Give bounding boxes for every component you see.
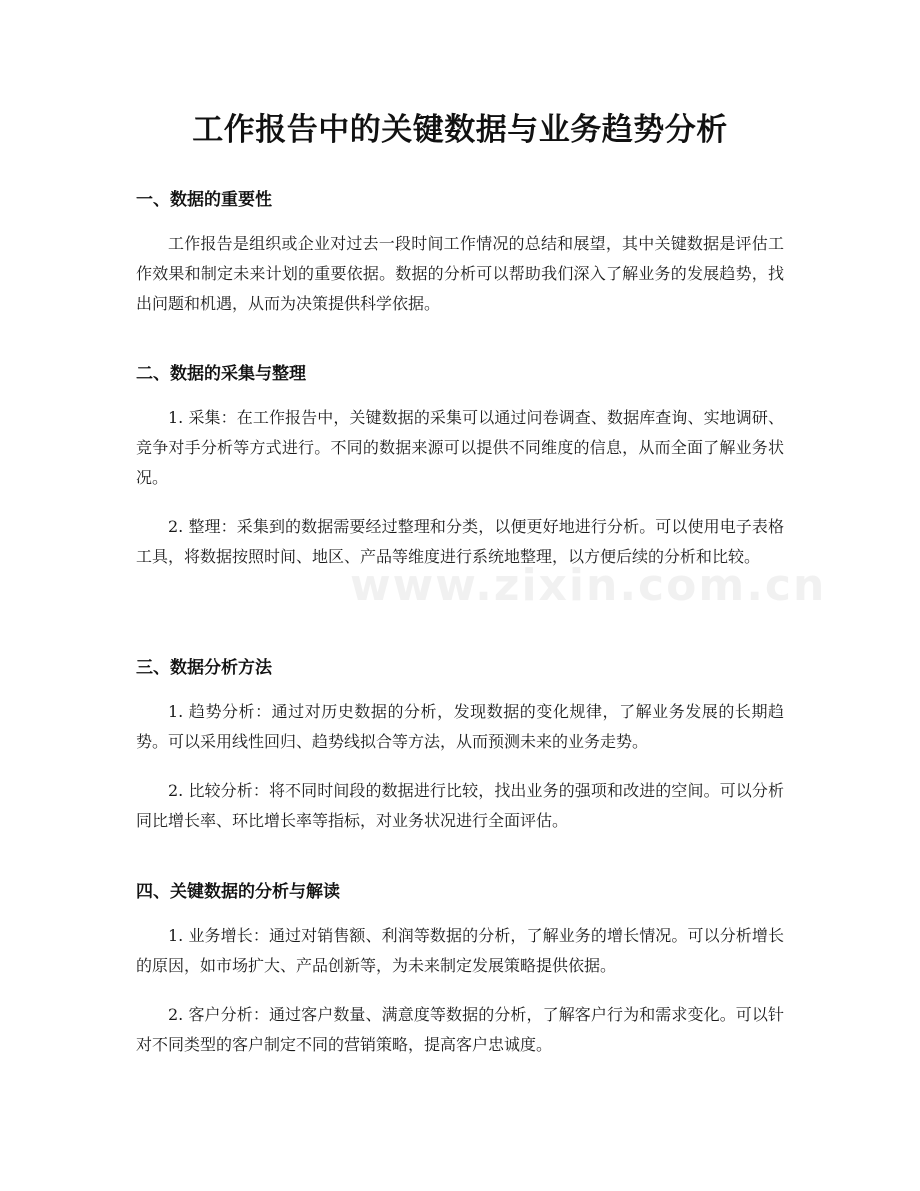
paragraph: 1. 业务增长：通过对销售额、利润等数据的分析，了解业务的增长情况。可以分析增长的原因，如市场扩大、产品创新等，为未来制定发展策略提供依据。	[136, 926, 784, 975]
paragraph: 2. 客户分析：通过客户数量、满意度等数据的分析，了解客户行为和需求变化。可以针对不同类型的客户制定不同的营销策略，提高客户忠诚度。	[136, 1005, 784, 1054]
page-title: 工作报告中的关键数据与业务趋势分析	[192, 112, 728, 148]
paragraph: 1. 趋势分析：通过对历史数据的分析，发现数据的变化规律，了解业务发展的长期趋势。可以采用线性回归、趋势线拟合等方法，从而预测未来的业务走势。	[136, 702, 784, 751]
section-heading: 四、关键数据的分析与解读	[136, 882, 340, 902]
section-heading: 一、数据的重要性	[136, 190, 272, 210]
paragraph: 2. 比较分析：将不同时间段的数据进行比较，找出业务的强项和改进的空间。可以分析同比增长率、环比增长率等指标，对业务状况进行全面评估。	[136, 781, 784, 830]
section-importance	[136, 188, 784, 319]
paragraph: 2. 整理：采集到的数据需要经过整理和分类，以便更好地进行分析。可以使用电子表格工具，将数据按照时间、地区、产品等维度进行系统地整理，以方便后续的分析和比较。	[136, 517, 784, 566]
section-interpretation	[136, 880, 784, 1060]
watermark: www.zixin.com.cn	[350, 560, 827, 611]
paragraph: 1. 采集：在工作报告中，关键数据的采集可以通过问卷调查、数据库查询、实地调研、竞争对手分析等方式进行。不同的数据来源可以提供不同维度的信息，从而全面了解业务状况。	[136, 408, 784, 487]
section-methods	[136, 656, 784, 836]
section-heading: 二、数据的采集与整理	[136, 364, 306, 384]
paragraph: 工作报告是组织或企业对过去一段时间工作情况的总结和展望，其中关键数据是评估工作效果和制定未来计划的重要依据。数据的分析可以帮助我们深入了解业务的发展趋势，找出问题和机遇，从而为决策提供科学依据。	[136, 234, 784, 313]
section-heading: 三、数据分析方法	[136, 658, 272, 678]
section-collection	[136, 362, 784, 572]
